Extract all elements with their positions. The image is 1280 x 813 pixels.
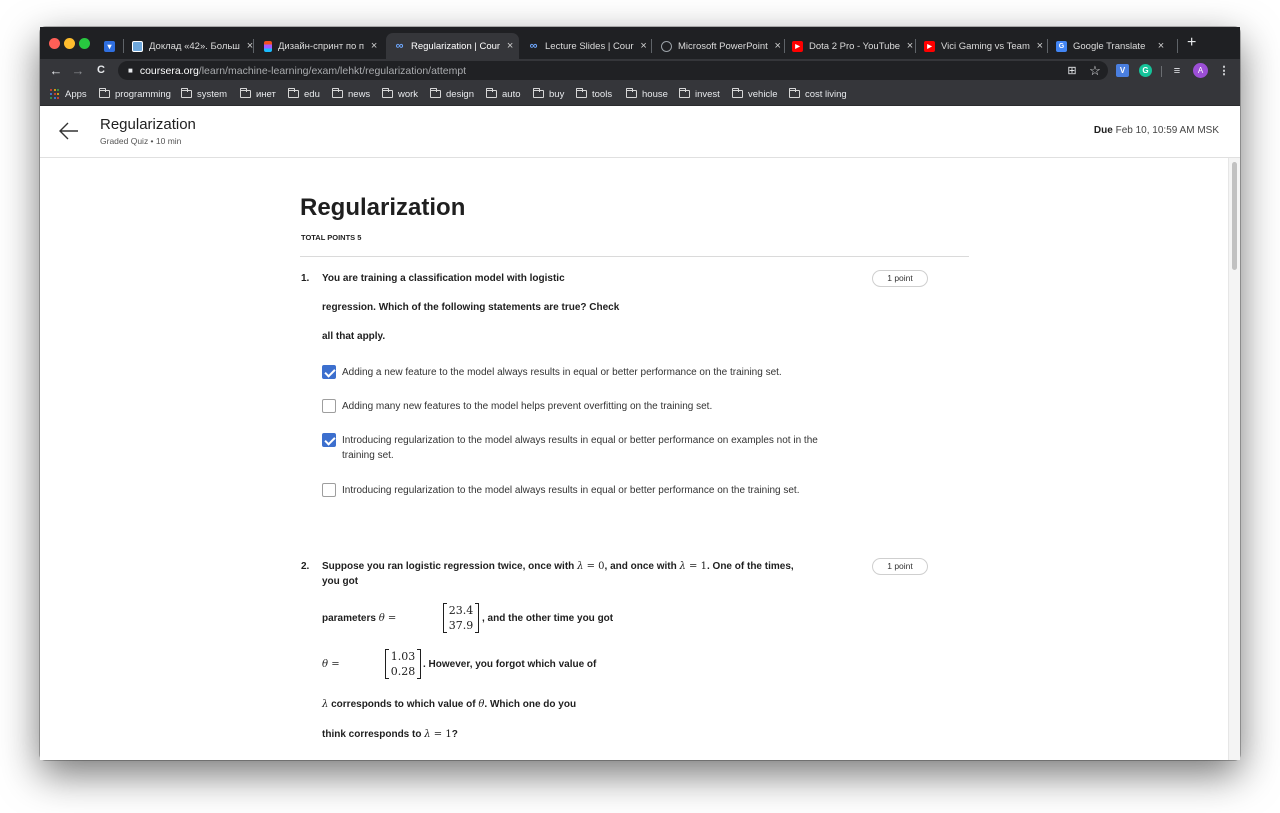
points-badge: 1 point xyxy=(872,270,928,287)
option-label: Introducing regularization to the model always results in equal or better performance on examples not in the training set. xyxy=(342,435,818,461)
page-content xyxy=(40,106,1240,760)
tab-close-icon[interactable]: × xyxy=(774,40,781,52)
tab-close-icon[interactable]: × xyxy=(640,40,647,52)
checkbox[interactable] xyxy=(322,365,336,379)
tab-close-icon[interactable]: × xyxy=(506,40,514,52)
folder-icon xyxy=(732,90,743,98)
pocket-icon: ▾ xyxy=(104,41,115,52)
folder-icon xyxy=(240,90,251,98)
bookmark-label: programming xyxy=(115,88,171,100)
bookmark-label: design xyxy=(446,88,474,100)
due-value: Feb 10, 10:59 AM MSK xyxy=(1115,125,1219,136)
bookmark-label: buy xyxy=(549,88,565,100)
youtube-icon: ▶ xyxy=(924,41,935,52)
quiz-body xyxy=(40,158,1228,760)
back-button[interactable]: ← xyxy=(49,63,63,78)
bookmark-label: auto xyxy=(502,88,521,100)
folder-icon xyxy=(288,90,299,98)
browser-toolbar xyxy=(40,59,1240,83)
theta-matrix-b: 1.03 0.28 xyxy=(385,649,421,679)
bookmark-label: news xyxy=(348,88,371,100)
lock-icon: ■ xyxy=(128,66,133,75)
answer-option[interactable] xyxy=(322,483,822,514)
bookmark-folder[interactable] xyxy=(382,87,418,101)
folder-icon xyxy=(533,90,544,98)
media-controls-icon[interactable]: ≡ xyxy=(1173,65,1181,77)
due-date xyxy=(1094,125,1219,136)
question-text-line: parameters θ = xyxy=(322,613,397,624)
browser-window xyxy=(40,27,1240,760)
bookmark-label: vehicle xyxy=(748,88,778,100)
tab-strip xyxy=(40,27,1240,59)
folder-icon xyxy=(626,90,637,98)
apps-grid-icon xyxy=(50,89,60,99)
bookmark-label: work xyxy=(398,88,419,100)
question-text-line: . However, you forgot which value of xyxy=(423,659,597,670)
folder-icon xyxy=(486,90,497,98)
question-text-line: λ corresponds to which value of θ. Which one do you xyxy=(322,699,577,710)
tab-close-icon[interactable]: × xyxy=(1036,40,1044,52)
option-label: Adding many new features to the model helps prevent overfitting on the training set. xyxy=(342,401,713,412)
bookmark-label: tools xyxy=(592,88,613,100)
folder-icon xyxy=(382,90,393,98)
tab-regularization[interactable] xyxy=(386,33,519,59)
bookmark-folder[interactable] xyxy=(240,87,276,101)
coursera-icon: ∞ xyxy=(529,40,538,52)
bookmark-label: system xyxy=(197,88,228,100)
folder-icon xyxy=(181,90,192,98)
folder-icon xyxy=(99,90,110,98)
folder-icon xyxy=(679,90,690,98)
bookmark-label: cost living xyxy=(805,88,847,100)
tab-title: Дизайн-спринт по п xyxy=(278,40,365,52)
scrollbar-thumb[interactable] xyxy=(1232,162,1237,270)
figma-icon xyxy=(264,41,272,52)
minimize-window-button[interactable] xyxy=(64,38,75,49)
tab-doklad[interactable] xyxy=(124,33,252,59)
answer-option[interactable] xyxy=(322,433,822,464)
quiz-header-subtitle: Graded Quiz • 10 min xyxy=(100,136,182,146)
translate-page-icon[interactable]: ⊞ xyxy=(1067,65,1077,77)
bookmark-folder[interactable] xyxy=(430,87,474,101)
tab-close-icon[interactable]: × xyxy=(1157,40,1165,52)
bookmark-folder[interactable] xyxy=(533,87,564,101)
answer-option[interactable] xyxy=(322,365,822,381)
bookmark-folder[interactable] xyxy=(332,87,370,101)
address-host: coursera.org xyxy=(139,64,199,77)
tab-separator xyxy=(253,39,254,53)
tab-title: Dota 2 Pro - YouTube xyxy=(809,40,901,52)
profile-avatar[interactable]: A xyxy=(1193,63,1208,78)
question-text-line: θ = xyxy=(322,659,340,670)
option-label: Adding a new feature to the model always results in equal or better performance on the training set. xyxy=(342,367,782,378)
browser-menu-icon[interactable]: ⋮ xyxy=(1218,65,1230,77)
folder-icon xyxy=(789,90,800,98)
folder-icon xyxy=(430,90,441,98)
question-text-line: You are training a classification model with logistic xyxy=(322,273,565,284)
bookmark-folder[interactable] xyxy=(288,87,320,101)
folder-icon xyxy=(576,90,587,98)
close-window-button[interactable] xyxy=(49,38,60,49)
address-bar[interactable] xyxy=(118,61,1108,80)
bookmark-folder[interactable] xyxy=(789,87,847,101)
address-path: /learn/machine-learning/exam/lehkt/regularization/attempt xyxy=(198,64,467,77)
tab-google-translate[interactable] xyxy=(1048,33,1175,59)
tab-close-icon[interactable]: × xyxy=(370,40,378,52)
tab-separator xyxy=(651,39,652,53)
course-header xyxy=(40,106,1240,158)
tab-title: Доклад «42». Больш xyxy=(149,40,240,52)
tab-dota-youtube[interactable] xyxy=(784,33,914,59)
question-number: 1. xyxy=(301,273,310,284)
vpn-extension-icon[interactable]: V xyxy=(1116,64,1129,77)
coursera-icon: ∞ xyxy=(395,40,404,52)
bookmark-folder[interactable] xyxy=(99,87,171,101)
question-text-line: you got xyxy=(322,576,359,587)
forward-button[interactable]: → xyxy=(71,63,85,78)
tab-separator xyxy=(1177,39,1178,53)
bookmark-folder[interactable] xyxy=(576,87,612,101)
tab-title: Regularization | Cour xyxy=(411,40,501,52)
question-text-line: think corresponds to λ = 1? xyxy=(322,729,458,740)
toolbar-separator xyxy=(1161,66,1162,77)
tab-title: Microsoft PowerPoint xyxy=(678,40,768,52)
grammarly-extension-icon[interactable]: G xyxy=(1139,64,1152,77)
theta-matrix-a: 23.4 37.9 xyxy=(443,603,479,633)
tab-close-icon[interactable]: × xyxy=(246,40,254,52)
folder-icon xyxy=(332,90,343,98)
tab-title: Vici Gaming vs Team xyxy=(941,40,1030,52)
points-badge: 1 point xyxy=(872,558,928,575)
tab-close-icon[interactable]: × xyxy=(906,40,914,52)
bookmark-label: invest xyxy=(695,88,720,100)
bookmark-label: инет xyxy=(256,88,276,100)
tab-title: Lecture Slides | Cour xyxy=(545,40,634,52)
tab-lecture-slides[interactable] xyxy=(520,33,651,59)
total-points: TOTAL POINTS 5 xyxy=(301,233,362,242)
back-arrow-icon[interactable] xyxy=(58,120,80,142)
question-text-line: Suppose you ran logistic regression twice, once with λ = 0, and once with λ = 1. One of the times, xyxy=(322,561,794,572)
question-text-line: all that apply. xyxy=(322,331,386,342)
bookmark-label: edu xyxy=(304,88,320,100)
bookmark-folder[interactable] xyxy=(626,87,668,101)
new-tab-button[interactable]: + xyxy=(1187,34,1197,51)
question-text-line: , and the other time you got xyxy=(482,613,614,624)
tab-title: Google Translate xyxy=(1073,40,1146,52)
bookmark-folder[interactable] xyxy=(486,87,521,101)
translate-icon: G xyxy=(1056,41,1067,52)
option-label: Introducing regularization to the model always results in equal or better performance on the training set. xyxy=(342,485,800,496)
bookmark-apps[interactable] xyxy=(50,87,87,101)
youtube-icon: ▶ xyxy=(792,41,803,52)
answer-option[interactable] xyxy=(322,399,822,415)
bookmarks-bar xyxy=(40,83,1240,106)
bookmark-folder[interactable] xyxy=(181,87,227,101)
bookmark-star-icon[interactable]: ☆ xyxy=(1089,63,1101,78)
quiz-title: Regularization xyxy=(300,194,466,221)
globe-icon xyxy=(661,41,672,52)
tab-design-sprint[interactable] xyxy=(256,33,382,59)
due-label: Due xyxy=(1093,125,1113,136)
bookmark-label: Apps xyxy=(65,88,87,100)
bookmark-folder[interactable] xyxy=(732,87,778,101)
question-number: 2. xyxy=(301,561,310,572)
checkbox[interactable] xyxy=(322,433,336,447)
reload-button[interactable]: C xyxy=(97,64,105,76)
maximize-window-button[interactable] xyxy=(79,38,90,49)
bookmark-label: house xyxy=(642,88,668,100)
checkbox[interactable] xyxy=(322,399,336,413)
checkbox[interactable] xyxy=(322,483,336,497)
question-text-line: regression. Which of the following statements are true? Check xyxy=(322,302,620,313)
blue-shield-icon xyxy=(132,41,143,52)
quiz-header-title: Regularization xyxy=(100,116,196,133)
bookmark-folder[interactable] xyxy=(679,87,720,101)
tab-vici-gaming[interactable] xyxy=(916,33,1046,59)
tab-powerpoint[interactable] xyxy=(653,33,783,59)
divider xyxy=(300,256,969,257)
pinned-tab[interactable] xyxy=(100,33,122,59)
